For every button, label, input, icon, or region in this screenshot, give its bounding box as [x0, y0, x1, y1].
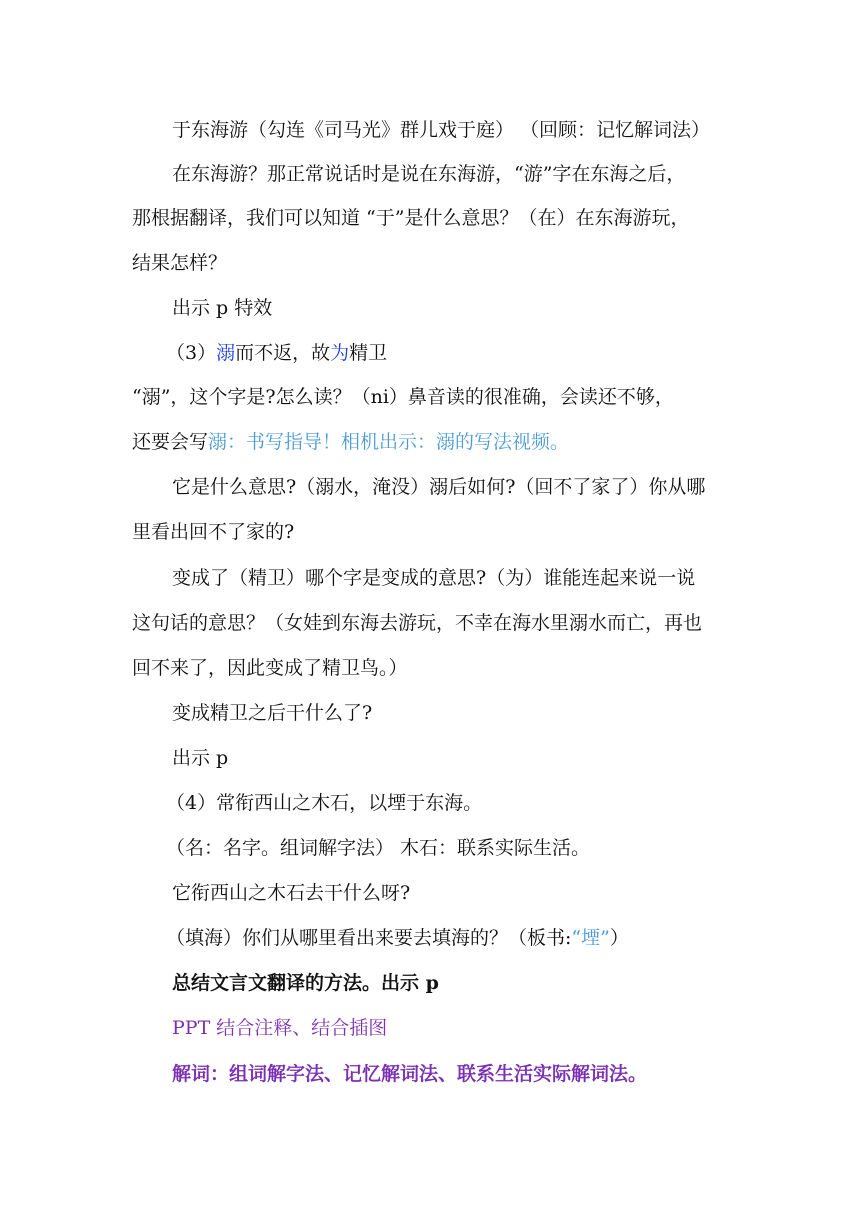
highlight-wei-char: 为 — [330, 342, 350, 364]
writing-guidance-note: 溺：书写指导！相机出示：溺的写法视频。 — [208, 431, 570, 453]
paragraph-jingwei-line-2: 这句话的意思？（女娃到东海去游玩，不幸在海水里溺水而亡，再也 — [132, 612, 703, 634]
paragraph-ni-reading-line-1: “溺”，这个字是?怎么读？（ni）鼻音读的很准确，会读还不够， — [132, 386, 674, 408]
sentence-3 — [166, 341, 387, 365]
fill-sea-close: ） — [609, 927, 629, 949]
show-effect-note: 出示 p 特效 — [172, 297, 273, 319]
paragraph-meaning-line-1: 它是什么意思?（溺水，淹没）溺后如何?（回不了家了）你从哪 — [172, 476, 706, 498]
paragraph-yu-donghai-you: 于东海游（勾连《司马光》群儿戏于庭） （回顾：记忆解词法） — [172, 119, 711, 141]
paragraph-question-line-1: 在东海游？那正常说话时是说在东海游，“游”字在东海之后， — [172, 163, 686, 185]
paragraph-after-change: 变成精卫之后干什么了? — [172, 702, 373, 724]
paragraph-jingwei-line-3: 回不来了，因此变成了精卫鸟。） — [132, 657, 408, 679]
sentence-3-middle: 而不返，故 — [235, 342, 331, 364]
paragraph-meaning-line-2: 里看出回不了家的? — [132, 521, 295, 543]
board-writing-yin: “堙” — [571, 927, 610, 949]
paragraph-ni-reading-line-2 — [132, 430, 569, 454]
writing-intro: 还要会写 — [132, 431, 209, 453]
summary-word-methods: 解词：组词解字法、记忆解词法、联系生活实际解词法。 — [172, 1063, 648, 1085]
show-p-note: 出示 p — [172, 747, 229, 769]
paragraph-jingwei-line-1: 变成了（精卫）哪个字是变成的意思?（为）谁能连起来说一说 — [172, 567, 696, 589]
sentence-3-end: 精卫 — [349, 342, 388, 364]
sentence-3-number: （3） — [166, 342, 217, 364]
summary-heading: 总结文言文翻译的方法。出示 p — [172, 972, 439, 994]
highlight-ni-char: 溺 — [216, 342, 236, 364]
paragraph-question-line-2: 那根据翻译，我们可以知道 “于”是什么意思？（在）在东海游玩， — [132, 207, 690, 229]
paragraph-word-method: （名：名字。组词解字法） 木石：联系实际生活。 — [166, 837, 591, 859]
sentence-4: （4）常衔西山之木石，以堙于东海。 — [166, 792, 483, 814]
paragraph-fill-sea — [166, 926, 629, 950]
fill-sea-text: （填海）你们从哪里看出来要去填海的？（板书: — [166, 927, 572, 949]
paragraph-question-purpose: 它衔西山之木石去干什么呀? — [172, 882, 411, 904]
summary-ppt-methods: PPT 结合注释、结合插图 — [172, 1017, 388, 1039]
paragraph-question-line-3: 结果怎样？ — [132, 252, 228, 274]
